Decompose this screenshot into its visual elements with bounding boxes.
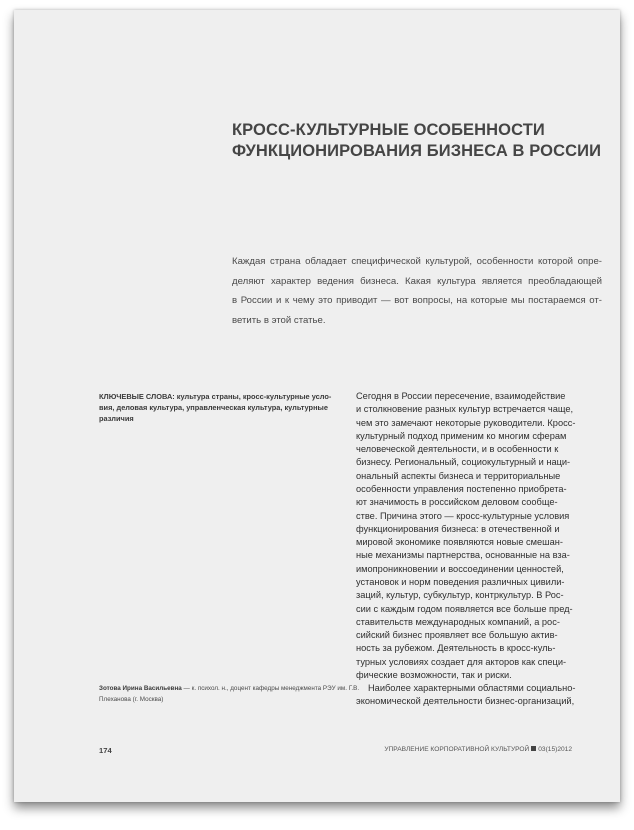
lead-line: деляют характер ведения бизнеса. Какая культура является преобладающей (232, 275, 602, 287)
author-name: Зотова Ирина Васильевна (99, 685, 182, 692)
body-line: бизнесу. Региональный, социокультурный и наци- (356, 457, 571, 468)
author-line-1 (99, 684, 360, 695)
body-line: ность за рубежом. Деятельность в кросс-куль- (356, 643, 556, 654)
body-line: экономической деятельности бизнес-организаций, (356, 696, 575, 707)
article-lead (232, 252, 602, 330)
article-title (232, 120, 612, 162)
title-line: ФУНКЦИОНИРОВАНИЯ БИЗНЕСА В РОССИИ (232, 142, 602, 160)
body-line: заций, культур, субкультур, контркультур. В Рос- (356, 590, 564, 601)
body-line: сии с каждым годом появляется все больше пред- (356, 603, 573, 614)
lead-line: Каждая страна обладает специфической культурой, особенности которой опре- (232, 256, 602, 267)
journal-footer (384, 746, 572, 753)
body-line: ональный аспекты бизнеса и территориальные (356, 470, 561, 481)
page-number: 174 (99, 746, 112, 755)
keywords-line: вия, деловая культура, управленческая культура, культурные (99, 403, 328, 413)
body-line: Сегодня в России пересечение, взаимодействие (356, 391, 566, 401)
keywords-line: КЛЮЧЕВЫЕ СЛОВА: культура страны, кросс-культурные усло- (99, 392, 332, 401)
body-line: ют значимость в российском деловом сообще- (356, 497, 558, 508)
square-separator-icon (531, 746, 536, 751)
body-line: чем это замечают некоторые руководители. Кросс- (356, 417, 576, 428)
body-line: функционирования бизнеса: в отечественной и (356, 523, 560, 534)
body-line: установок и норм поведения различных цивили- (356, 576, 565, 587)
lead-line: ветить в этой статье. (232, 314, 326, 326)
body-line: и столкновение разных культур встречается чаще, (356, 404, 574, 415)
body-line: мировой экономике появляются новые смешан- (356, 537, 563, 548)
author-line-2: Плеханова (г. Москва) (99, 695, 164, 703)
body-line: Наиболее характерными областями социально- (368, 683, 576, 694)
body-line: ные механизмы партнерства, основанные на вза- (356, 550, 570, 561)
body-line: особенности управления постепенно приобрета- (356, 483, 567, 494)
keywords-line: различия (99, 414, 134, 424)
author-credentials: — к. психол. н., доцент кафедры менеджмента РЭУ им. Г.В. (181, 685, 360, 692)
journal-issue: 03(15)2012 (538, 746, 572, 753)
body-line: фические возможности, так и риски. (356, 669, 512, 680)
body-line: ставительств международных компаний, а рос- (356, 616, 560, 627)
body-line: турных условиях создает для акторов как специ- (356, 656, 567, 667)
keywords-block (99, 391, 339, 425)
body-line: сийский бизнес проявляет все большую актив- (356, 630, 558, 641)
journal-name: УПРАВЛЕНИЕ КОРПОРАТИВНОЙ КУЛЬТУРОЙ (384, 746, 530, 753)
body-line: стве. Причина этого — кросс-культурные условия (356, 510, 570, 521)
page-sheet (14, 10, 620, 802)
title-line: КРОСС-КУЛЬТУРНЫЕ ОСОБЕННОСТИ (232, 121, 545, 139)
body-column (356, 390, 602, 709)
author-info (99, 684, 360, 705)
body-line: культурный подход применим ко многим сферам (356, 430, 567, 441)
body-line: человеческой деятельности, и в особенности к (356, 444, 559, 455)
body-line: имопроникновении и воссоединении ценностей, (356, 563, 564, 574)
lead-line: в России и к чему это приводит — вот вопросы, на которые мы постараемся от- (232, 295, 602, 307)
